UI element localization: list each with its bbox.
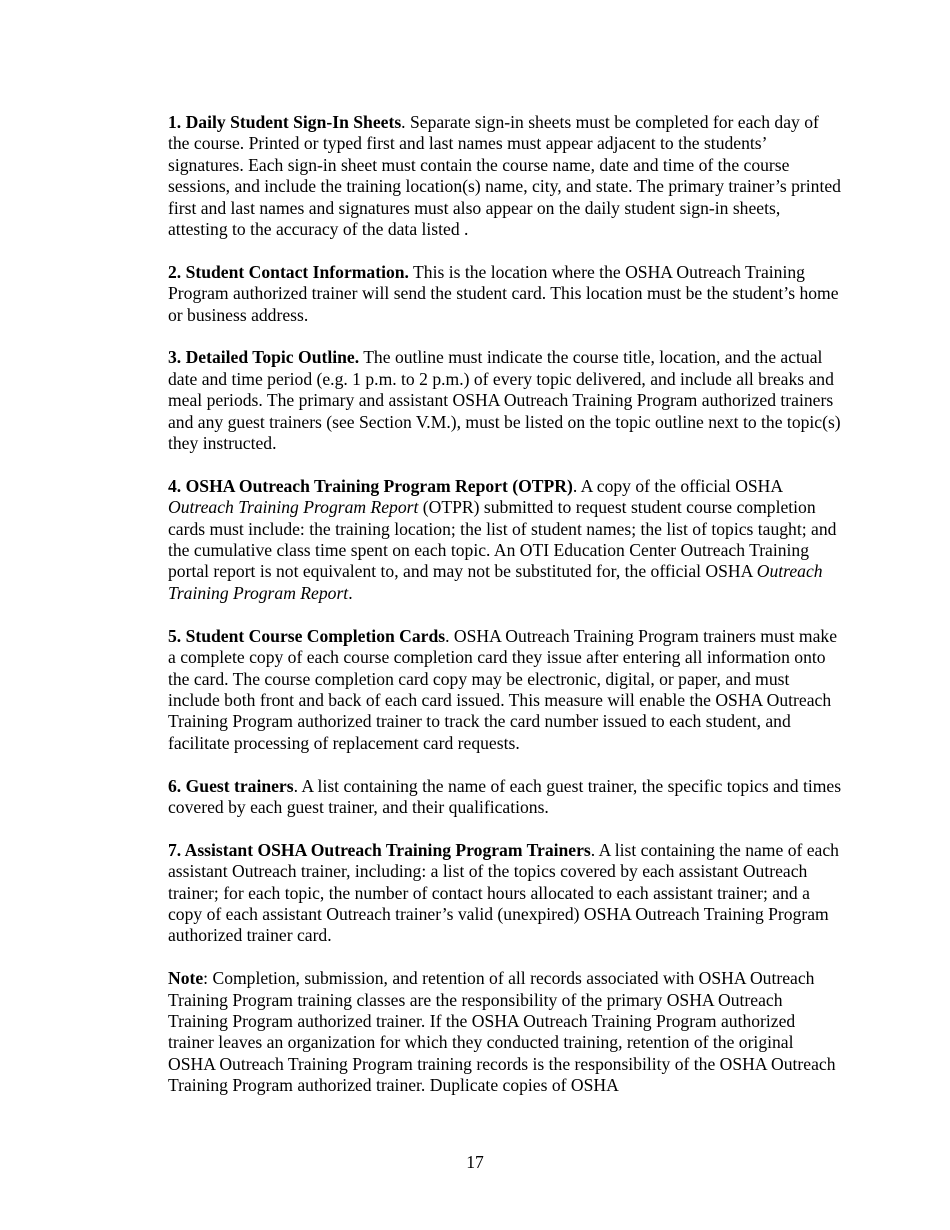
item-italic-title: Outreach Training Program Report bbox=[168, 561, 823, 603]
item-text: This is the location where the OSHA Outreach Training Program authorized trainer will send the student card. This location must be the student’s home or business address. bbox=[168, 261, 839, 325]
item-italic-title: Outreach Training Program Report bbox=[168, 497, 419, 518]
item-text: . bbox=[348, 582, 353, 603]
item-heading: 1. Daily Student Sign-In Sheets bbox=[168, 112, 402, 132]
note-text: : Completion, submission, and retention of all records associated with OSHA Outreach Training Program training classes are the responsibility of the primary OSHA Outreach Training Program authorized trainer. If the OSHA Outreach Training Program authorized trainer leaves an organization for which they conducted training, retention of the original OSHA Outreach Training Program training records is the responsibility of the OSHA Outreach Training Program authorized trainer. Duplicate copies of OSHA bbox=[168, 968, 836, 1096]
item-course-completion-cards bbox=[168, 626, 844, 754]
item-student-contact-information bbox=[168, 262, 844, 326]
note-paragraph bbox=[168, 968, 844, 1096]
item-text: . A list containing the name of each assistant Outreach trainer, including: a list of the topics covered by each assistant Outreach trainer; for each topic, the number of contact hours allocated to each assistant trainer; and a copy of each assistant Outreach trainer’s valid (unexpired) OSHA Outreach Training Program authorized trainer card. bbox=[168, 839, 839, 946]
document-body bbox=[168, 112, 844, 1097]
item-heading: 6. Guest trainers bbox=[168, 775, 294, 796]
item-text: . Separate sign-in sheets must be completed for each day of the course. Printed or typed first and last names must appear adjacent to the students’ signatures. Each sign-in sheet must contain the course name, date and time of the course sessions, and include the training location(s) name, city, and state. The primary trainer’s printed first and last names and signatures must also appear on the daily student sign-in sheets, attesting to the accuracy of the data listed . bbox=[168, 112, 841, 240]
item-guest-trainers bbox=[168, 776, 844, 819]
page-number: 17 bbox=[466, 1152, 484, 1172]
item-heading: 5. Student Course Completion Cards bbox=[168, 625, 446, 646]
item-text: The outline must indicate the course title, location, and the actual date and time period (e.g. 1 p.m. to 2 p.m.) of every topic delivered, and include all breaks and meal periods. The primary and assistant OSHA Outreach Training Program authorized trainers and any guest trainers (see Section V.M.), must be listed on the topic outline next to the topic(s) they instructed. bbox=[168, 347, 841, 454]
item-heading: 2. Student Contact Information. bbox=[168, 261, 409, 282]
item-text: . A copy of the official OSHA bbox=[572, 475, 783, 496]
note-label: Note bbox=[168, 968, 204, 989]
item-text: . OSHA Outreach Training Program trainers must make a complete copy of each course completion card they issue after entering all information onto the card. The course completion card copy may be electronic, digital, or paper, and must include both front and back of each card issued. This measure will enable the OSHA Outreach Training Program authorized trainer to track the card number issued to each student, and facilitate processing of replacement card requests. bbox=[168, 625, 838, 753]
item-assistant-trainers bbox=[168, 840, 844, 947]
item-daily-sign-in-sheets bbox=[168, 112, 844, 240]
item-otpr bbox=[168, 476, 844, 604]
item-text: . A list containing the name of each guest trainer, the specific topics and times covered by each guest trainer, and their qualifications. bbox=[168, 775, 842, 817]
item-heading: 4. OSHA Outreach Training Program Report (OTPR) bbox=[168, 475, 573, 496]
item-detailed-topic-outline bbox=[168, 347, 844, 454]
item-heading: 7. Assistant OSHA Outreach Training Program Trainers bbox=[168, 839, 591, 860]
item-heading: 3. Detailed Topic Outline. bbox=[168, 347, 360, 368]
item-text: (OTPR) submitted to request student course completion cards must include: the training location; the list of student names; the list of topics taught; and the cumulative class time spent on each topic. An OTI Education Center Outreach Training portal report is not equivalent to, and may not be substituted for, the official OSHA bbox=[168, 497, 837, 582]
